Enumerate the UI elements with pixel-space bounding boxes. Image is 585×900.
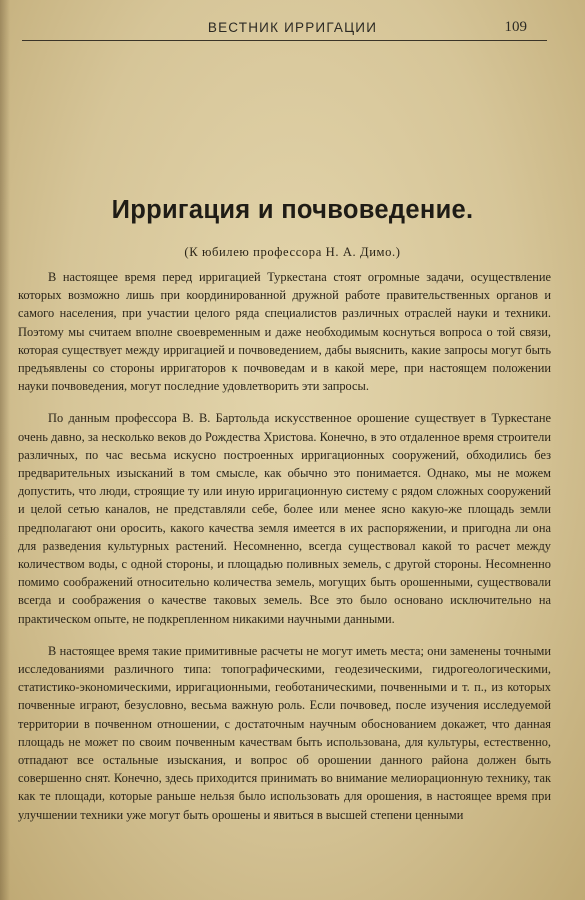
paragraph-2: По данным профессора В. В. Бартольда искусственное орошение существует в Туркестане очень давно, за несколько веков до Рождества Христова. Конечно, в это отдаленное время строители различных, по час весьма искусно построенных ирригационных сооружений, обходились без предварительных изысканий в том смысле, как обычно это понимается. Однако, мы не можем допустить, что люди, строящие ту или иную ирригационную систему с рядом сложных сооружений и целой сетью каналов, не представляли себе, более или менее ясно какую-же площадь земли предполагают они оросить, какого качества земля имеется в их распоряжении, и пригодна ли она для разведения культурных растений. Несомненно, всегда существовал какой то расчет между количеством воды, с одной стороны, и площадью поливных земель, с другой стороны. Несомненно помимо соображений относительно количества земель, могущих быть орошенными, существовали всегда и соображения о качестве таковых земель. Все это было основано исключительно на практическом опыте, не подкрепленном никакими научными данными. [18,411,551,626]
page-edge-shadow [0,0,10,900]
paragraph-1: В настоящее время перед ирригацией Туркестана стоят огромные задачи, осуществление которых возможно лишь при координированной дружной работе правительственных органов и самого населения, при участии целого ряда специалистов различных отраслей науки и техники. Поэтому мы считаем вполне своевременным и даже необходимым коснуться вопроса о той связи, которая существует между ирригацией и почвоведением, дабы выяснить, какие запросы могут быть предъявлены со стороны ирригаторов к почвоведам и в какой мере, при настоящем положении науки почвоведения, могут последние удовлетворить эти запросы. [18,270,551,394]
article-subtitle: (К юбилею профессора Н. А. Димо.) [184,245,401,259]
running-head [18,16,567,40]
article-body [18,268,551,824]
journal-title: ВЕСТНИК ИРРИГАЦИИ [207,20,378,35]
header-rule [22,40,547,41]
page-number: 109 [504,19,527,35]
paragraph-3: В настоящее время такие примитивные расчеты не могут иметь места; они заменены точными исследованиями различного типа: топографическими, геодезическими, гидрогеологическими, статистико-экономическими, ирригационными, геоботаническими, почвенными и т. п., из которых почвенные играют, безусловно, весьма важную роль. Если почвовед, после изучения исследуемой территории в почвенном отношении, с достаточным научным обоснованием докажет, что данная площадь не может по своим почвенным качествам быть использована, для культуры, естественно, отпадают все остальные изыскания, и вопрос об орошении данного района должен быть совершенно снят. Конечно, здесь приходится принимать во внимание мелиорационную технику, так как те площади, которые раньше нельзя было использовать для орошения, в настоящее время при улучшении техники уже могут быть орошены и явиться в высшей степени ценными [18,643,551,822]
article-title: Ирригация и почвоведение. [111,196,474,224]
